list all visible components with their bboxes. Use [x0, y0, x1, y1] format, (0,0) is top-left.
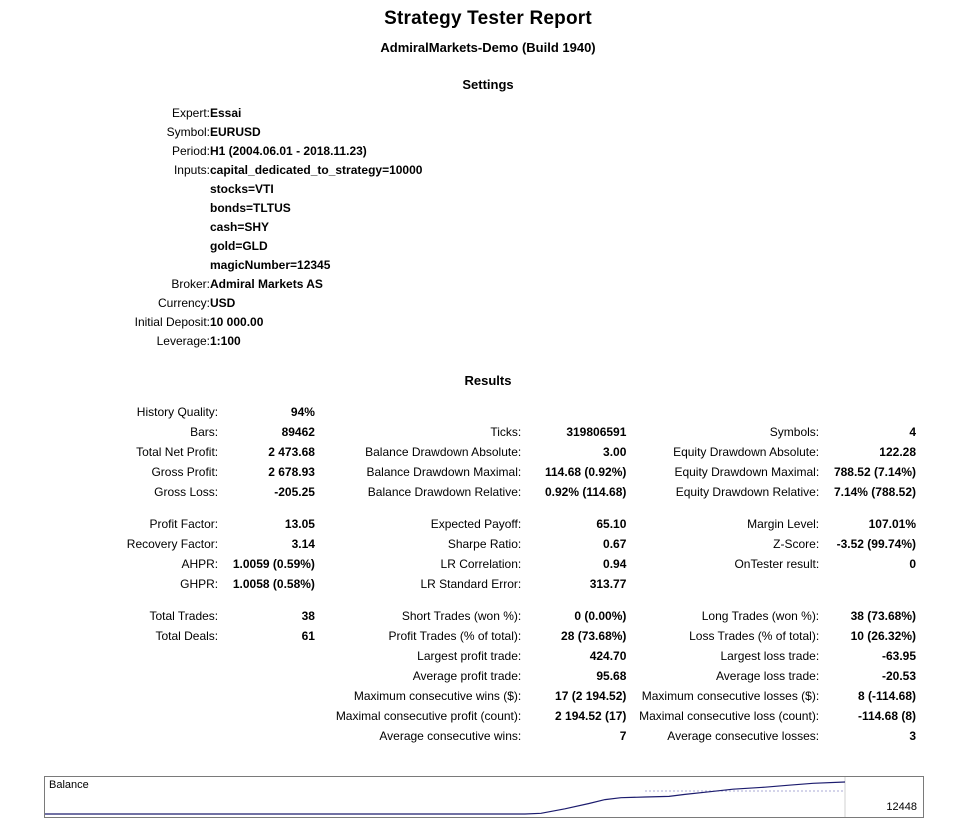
report-subtitle: AdmiralMarkets-Demo (Build 1940) [380, 40, 596, 55]
settings-row [100, 256, 422, 275]
results-value-col2: 0 (0.00%) [574, 609, 627, 623]
results-label-col3: Maximum consecutive losses ($): [641, 689, 820, 703]
results-section-title: Results [464, 373, 512, 388]
results-value-col3: 7.14% (788.52) [833, 485, 916, 499]
results-label-col2: Average consecutive wins: [379, 729, 522, 743]
settings-row-value: 10 000.00 [210, 315, 264, 329]
results-value-col3: -63.95 [881, 649, 916, 663]
results-value-col3: 8 (-114.68) [857, 689, 916, 703]
results-label-col3 [626, 402, 827, 422]
settings-row [100, 294, 422, 313]
results-label-col2: Average profit trade: [412, 669, 522, 683]
results-label-col1 [60, 666, 226, 686]
results-label-col1: Total Deals: [155, 629, 219, 643]
results-value-col3 [827, 402, 916, 422]
results-label-col3: Loss Trades (% of total): [689, 629, 820, 643]
results-row [60, 554, 916, 574]
results-row [60, 606, 916, 626]
results-label-col1: Recovery Factor: [126, 537, 219, 551]
results-label-col1: GHPR: [180, 577, 219, 591]
results-label-col2: Sharpe Ratio: [447, 537, 522, 551]
settings-row-label: Symbol: [166, 125, 210, 139]
chart-max-value-label: 12448 [886, 801, 917, 813]
results-block [0, 402, 976, 746]
results-value-col3: 3 [909, 729, 916, 743]
results-value-col2: 3.00 [603, 445, 627, 459]
results-value-col3: 107.01% [868, 517, 916, 531]
settings-row [100, 142, 422, 161]
settings-row-label: Leverage: [156, 334, 210, 348]
results-value-col2: 0.94 [603, 557, 627, 571]
page-title: Strategy Tester Report [384, 8, 592, 29]
results-label-col3: Z-Score: [773, 537, 820, 551]
results-value-col1 [226, 666, 315, 686]
results-value-col1: 1.0058 (0.58%) [232, 577, 315, 591]
results-label-col2 [315, 402, 529, 422]
settings-row [100, 180, 422, 199]
results-row [60, 482, 916, 502]
results-value-col3: -20.53 [881, 669, 916, 683]
results-label-col3: Average consecutive losses: [667, 729, 820, 743]
settings-row-label: Broker: [171, 277, 210, 291]
results-label-col3: Equity Drawdown Relative: [675, 485, 820, 499]
settings-row-label: Initial Deposit: [134, 315, 210, 329]
results-label-col2: LR Correlation: [440, 557, 522, 571]
settings-row [100, 332, 422, 351]
results-label-col3: Largest loss trade: [720, 649, 820, 663]
results-value-col1: 2 678.93 [268, 465, 315, 479]
results-value-col2: 114.68 (0.92%) [545, 465, 627, 479]
results-row [60, 726, 916, 746]
spacer-cell [60, 502, 916, 514]
settings-row [100, 275, 422, 294]
results-value-col2: 28 (73.68%) [561, 629, 627, 643]
results-label-col2: Balance Drawdown Absolute: [365, 445, 522, 459]
results-row [60, 534, 916, 554]
results-value-col2: 95.68 [596, 669, 627, 683]
results-value-col3: 0 [909, 557, 916, 571]
results-label-col1 [60, 686, 226, 706]
settings-row [100, 218, 422, 237]
results-value-col1: 38 [301, 609, 315, 623]
settings-row-value: bonds=TLTUS [210, 201, 291, 215]
settings-row-label: Period: [171, 144, 210, 158]
results-value-col1: 89462 [281, 425, 315, 439]
spacer-cell [60, 594, 916, 606]
results-value-col2: 0.67 [603, 537, 627, 551]
settings-row-value: capital_dedicated_to_strategy=10000 [210, 163, 423, 177]
results-value-col1: 3.14 [291, 537, 315, 551]
results-value-col1: 2 473.68 [268, 445, 315, 459]
results-label-col1: Gross Loss: [154, 485, 219, 499]
results-label-col2: Expected Payoff: [430, 517, 522, 531]
results-label-col2: Profit Trades (% of total): [388, 629, 522, 643]
results-label-col1: Bars: [190, 425, 219, 439]
results-label-col3 [626, 574, 827, 594]
results-label-col1: Total Net Profit: [136, 445, 219, 459]
results-label-col2: Balance Drawdown Maximal: [366, 465, 522, 479]
results-value-col1: 94% [290, 405, 315, 419]
settings-row-value: Admiral Markets AS [210, 277, 323, 291]
settings-row-value: gold=GLD [210, 239, 268, 253]
results-value-col2: 65.10 [596, 517, 627, 531]
results-value-col3: 38 (73.68%) [850, 609, 916, 623]
settings-row [100, 104, 422, 123]
results-value-col2: 7 [619, 729, 627, 743]
results-row [60, 462, 916, 482]
results-value-col1: 1.0059 (0.59%) [232, 557, 315, 571]
results-value-col2: 0.92% (114.68) [545, 485, 627, 499]
results-value-col3: 4 [909, 425, 916, 439]
results-value-col1: 13.05 [284, 517, 315, 531]
results-label-col2: Balance Drawdown Relative: [367, 485, 522, 499]
results-label-col2: Ticks: [490, 425, 522, 439]
results-group-spacer [60, 594, 916, 606]
results-label-col2: Maximal consecutive profit (count): [335, 709, 522, 723]
results-value-col3: -114.68 (8) [857, 709, 916, 723]
settings-row-value: USD [210, 296, 236, 310]
results-value-col2: 319806591 [566, 425, 627, 439]
results-value-col2: 424.70 [589, 649, 627, 663]
results-row [60, 574, 916, 594]
settings-row-label [100, 218, 210, 237]
results-label-col3: Margin Level: [747, 517, 820, 531]
results-label-col1: Profit Factor: [149, 517, 219, 531]
results-label-col1 [60, 726, 226, 746]
results-row [60, 706, 916, 726]
settings-row-value: Essai [210, 106, 242, 120]
results-label-col3: OnTester result: [734, 557, 820, 571]
results-value-col1 [226, 726, 315, 746]
settings-row-label [100, 180, 210, 199]
results-label-col3: Long Trades (won %): [701, 609, 820, 623]
settings-row-label [100, 237, 210, 256]
settings-section-title: Settings [462, 77, 514, 92]
settings-row [100, 199, 422, 218]
results-group-spacer [60, 502, 916, 514]
settings-row-value: cash=SHY [210, 220, 270, 234]
settings-row [100, 161, 422, 180]
results-row [60, 422, 916, 442]
settings-row-label [100, 199, 210, 218]
results-label-col3: Equity Drawdown Absolute: [673, 445, 820, 459]
report-page [0, 8, 976, 818]
settings-row-value: stocks=VTI [210, 182, 274, 196]
settings-row-label: Expert: [171, 106, 210, 120]
results-label-col2: Maximum consecutive wins ($): [353, 689, 522, 703]
results-row [60, 442, 916, 462]
results-row [60, 666, 916, 686]
results-value-col1: 61 [301, 629, 315, 643]
results-label-col3: Symbols: [769, 425, 820, 439]
results-value-col2: 17 (2 194.52) [555, 689, 627, 703]
settings-row-label: Inputs: [173, 163, 210, 177]
results-value-col1 [226, 686, 315, 706]
results-label-col1 [60, 706, 226, 726]
settings-row-label: Currency: [157, 296, 210, 310]
results-value-col3: 788.52 (7.14%) [833, 465, 916, 479]
results-label-col1: History Quality: [136, 405, 219, 419]
settings-row [100, 313, 422, 332]
settings-table [100, 104, 422, 351]
results-row [60, 626, 916, 646]
results-value-col3: 10 (26.32%) [850, 629, 916, 643]
results-row [60, 686, 916, 706]
results-label-col2: Largest profit trade: [417, 649, 522, 663]
settings-row-value: EURUSD [210, 125, 261, 139]
balance-chart [44, 776, 924, 818]
results-label-col1 [60, 646, 226, 666]
settings-row-value: magicNumber=12345 [210, 258, 331, 272]
results-label-col1: AHPR: [181, 557, 219, 571]
results-value-col3: 122.28 [879, 445, 916, 459]
settings-row [100, 123, 422, 142]
results-label-col2: LR Standard Error: [420, 577, 522, 591]
chart-plot [45, 777, 923, 817]
results-value-col1: -205.25 [274, 485, 315, 499]
results-value-col1 [226, 706, 315, 726]
settings-row [100, 237, 422, 256]
results-table [60, 402, 916, 746]
settings-block [0, 104, 976, 351]
results-value-col3: -3.52 (99.74%) [836, 537, 916, 551]
results-value-col3 [827, 574, 916, 594]
results-row [60, 646, 916, 666]
results-label-col1: Total Trades: [149, 609, 219, 623]
results-label-col1: Gross Profit: [151, 465, 219, 479]
results-value-col1 [226, 646, 315, 666]
results-value-col2: 2 194.52 (17) [555, 709, 627, 723]
results-row [60, 514, 916, 534]
results-row [60, 402, 916, 422]
settings-row-value: H1 (2004.06.01 - 2018.11.23) [210, 144, 367, 158]
results-value-col2: 313.77 [589, 577, 627, 591]
chart-legend-label: Balance [49, 779, 89, 791]
results-value-col2 [529, 402, 626, 422]
results-label-col3: Maximal consecutive loss (count): [639, 709, 820, 723]
results-label-col3: Equity Drawdown Maximal: [674, 465, 820, 479]
results-label-col2: Short Trades (won %): [401, 609, 522, 623]
results-label-col3: Average loss trade: [715, 669, 820, 683]
settings-row-label [100, 256, 210, 275]
settings-row-value: 1:100 [210, 334, 241, 348]
